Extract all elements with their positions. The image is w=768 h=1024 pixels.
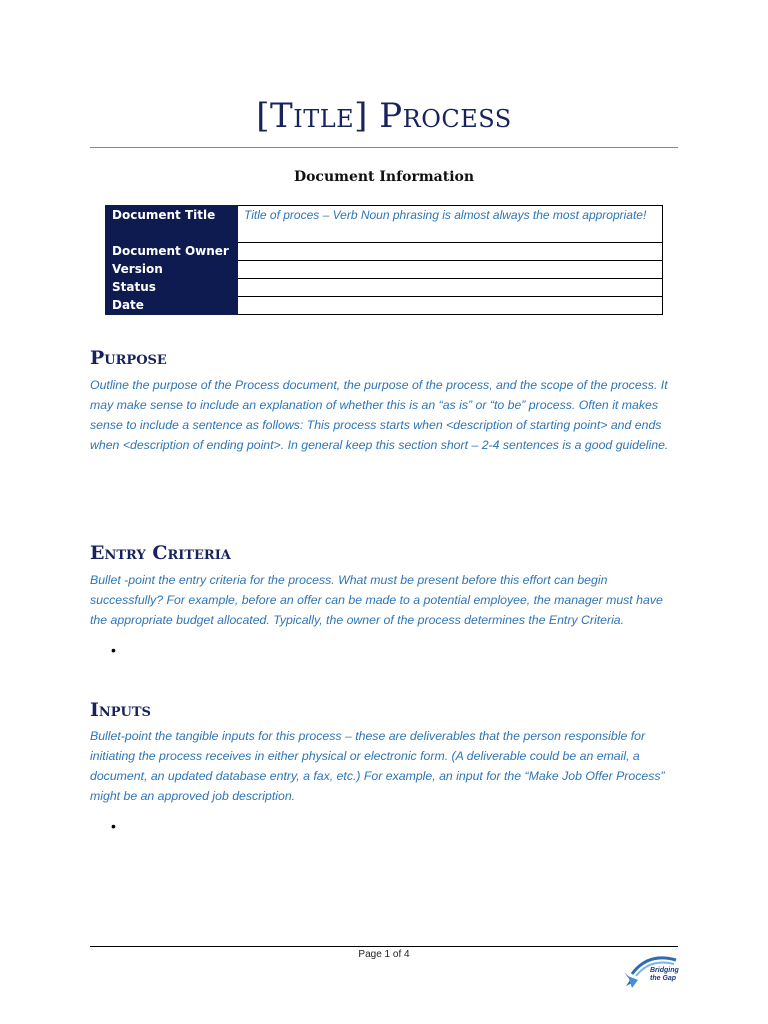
row-value[interactable]: Title of proces – Verb Noun phrasing is almost always the most appropriate! bbox=[238, 206, 663, 243]
footer-divider bbox=[90, 946, 678, 947]
table-row bbox=[106, 297, 663, 315]
page-number: Page 1 of 4 bbox=[358, 949, 410, 960]
row-label: Document Owner bbox=[106, 243, 238, 261]
purpose-heading: Purpose bbox=[90, 347, 167, 369]
row-value[interactable] bbox=[238, 297, 663, 315]
document-title: [Title] Process bbox=[256, 96, 512, 136]
logo-line1: Bridging bbox=[650, 967, 679, 974]
logo-line2: the Gap bbox=[650, 975, 677, 982]
table-row bbox=[106, 261, 663, 279]
table-row bbox=[106, 243, 663, 261]
document-information-table bbox=[105, 205, 663, 315]
row-value[interactable] bbox=[238, 279, 663, 297]
logo-wordmark bbox=[650, 967, 679, 983]
entry-criteria-bullet[interactable]: • bbox=[111, 642, 116, 658]
row-label: Date bbox=[106, 297, 238, 315]
title-divider bbox=[90, 147, 678, 148]
row-label: Version bbox=[106, 261, 238, 279]
inputs-heading: Inputs bbox=[90, 699, 151, 721]
entry-criteria-heading: Entry Criteria bbox=[90, 542, 231, 564]
table-row bbox=[106, 206, 663, 243]
row-value[interactable] bbox=[238, 261, 663, 279]
inputs-text: Bullet-point the tangible inputs for this process – these are deliverables that the person responsible for initiating the process receives in either physical or electronic form. (A deliverable could be an email, a document, an updated database entry, a fax, etc.) For example, an input for the “Make Job Offer Process” might be an approved job description. bbox=[90, 729, 665, 803]
document-information-heading: Document Information bbox=[293, 169, 475, 185]
inputs-bullet[interactable]: • bbox=[111, 818, 116, 834]
entry-criteria-text: Bullet -point the entry criteria for the process. What must be present before this effort can begin successfully? For example, before an offer can be made to a potential employee, the manager must have the appropriate budget allocated. Typically, the owner of the process determines the Entry Criteria. bbox=[90, 573, 663, 627]
row-label: Status bbox=[106, 279, 238, 297]
purpose-text: Outline the purpose of the Process document, the purpose of the process, and the scope of the process. It may make sense to include an explanation of whether this is an “as is” or “to be” process. Often it makes sense to include a sentence as follows: This process starts when <description of starting point> and ends when <description of ending point>. In general keep this section short – 2-4 sentences is a good guideline. bbox=[90, 378, 669, 452]
row-value[interactable] bbox=[238, 243, 663, 261]
row-label: Document Title bbox=[106, 206, 238, 243]
table-row bbox=[106, 279, 663, 297]
